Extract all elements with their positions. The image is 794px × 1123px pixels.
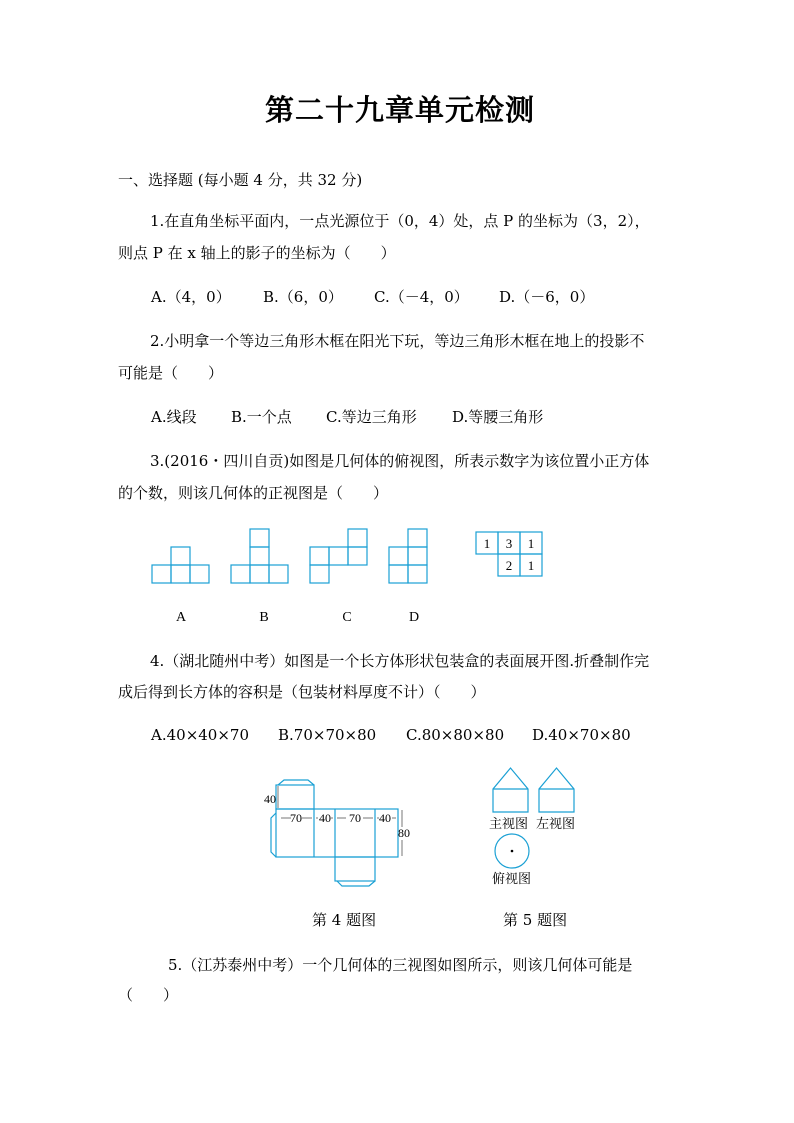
figure-caption-q4: 第 4 题图: [312, 911, 377, 929]
q1-option-b: B.（6，0）: [263, 288, 343, 306]
q2-option-d: D.等腰三角形: [452, 408, 544, 426]
section-heading: 一、选择题 (每小题 4 分，共 32 分): [118, 171, 363, 189]
q5-left-view-label: 左视图: [536, 817, 576, 832]
q2-option-b: B.一个点: [231, 408, 292, 426]
q4-dim-label: 80: [398, 826, 410, 840]
q3-top-view-num: 1: [527, 558, 535, 573]
q3-option-d-figure: [389, 529, 427, 583]
q4-dim-label: 40: [264, 792, 276, 806]
q4-dim-label: 70: [290, 811, 302, 825]
q1-stem-line1: 1.在直角坐标平面内，一点光源位于（0，4）处，点 P 的坐标为（3，2），: [150, 212, 650, 230]
q4-dim-label: 40: [319, 811, 331, 825]
q3-stem-line2: 的个数，则该几何体的正视图是（ ）: [118, 484, 389, 502]
q3-option-a-figure: [152, 547, 209, 583]
q3-top-view-num: 1: [483, 536, 491, 551]
q4-stem-line1: 4.（湖北随州中考）如图是一个长方体形状包装盒的表面展开图.折叠制作完: [150, 652, 650, 670]
q3-option-c-figure: [310, 529, 367, 583]
q5-left-view-shape: [539, 768, 574, 812]
page-title: 第二十九章单元检测: [265, 93, 536, 127]
q4-dim-label: 40: [379, 811, 391, 825]
q1-option-a: A.（4，0）: [151, 288, 231, 306]
q3-stem-line1: 3.(2016・四川自贡)如图是几何体的俯视图，所表示数字为该位置小正方体: [150, 452, 650, 470]
q4-option-d: D.40×70×80: [532, 726, 631, 744]
q3-option-d-label: D: [408, 610, 420, 625]
q3-top-view-num: 2: [505, 558, 513, 573]
q2-option-a: A.线段: [151, 408, 197, 426]
q4-dim-label: 70: [349, 811, 361, 825]
q3-option-b-label: B: [259, 610, 269, 625]
q1-option-d: D.（－6，0）: [499, 288, 595, 306]
q2-stem-line2: 可能是（ ）: [118, 364, 224, 382]
q1-option-c: C.（－4，0）: [374, 288, 469, 306]
q3-top-view-num: 3: [505, 536, 513, 551]
q1-stem-line2: 则点 P 在 x 轴上的影子的坐标为（ ）: [118, 244, 396, 262]
q2-option-c: C.等边三角形: [326, 408, 417, 426]
q3-option-b-figure: [231, 529, 288, 583]
figure-caption-q5: 第 5 题图: [503, 911, 568, 929]
q3-top-view-num: 1: [527, 536, 535, 551]
q4-option-b: B.70×70×80: [278, 726, 377, 744]
q4-option-c: C.80×80×80: [406, 726, 505, 744]
q5-stem-line2: （ ）: [118, 986, 179, 1004]
q5-top-view-label: 俯视图: [492, 872, 532, 887]
q2-stem-line1: 2.小明拿一个等边三角形木框在阳光下玩，等边三角形木框在地上的投影不: [150, 332, 645, 350]
q3-option-c-label: C: [342, 610, 352, 625]
q4-option-a: A.40×40×70: [151, 726, 249, 744]
q3-option-a-label: A: [175, 610, 187, 625]
q5-front-view-label: 主视图: [489, 817, 529, 832]
q5-stem-line1: 5.（江苏泰州中考）一个几何体的三视图如图所示，则该几何体可能是: [168, 956, 633, 974]
q4-stem-line2: 成后得到长方体的容积是（包装材料厚度不计）（ ）: [118, 683, 486, 701]
q4-box-net: [271, 780, 398, 886]
q5-front-view-shape: [493, 768, 528, 812]
